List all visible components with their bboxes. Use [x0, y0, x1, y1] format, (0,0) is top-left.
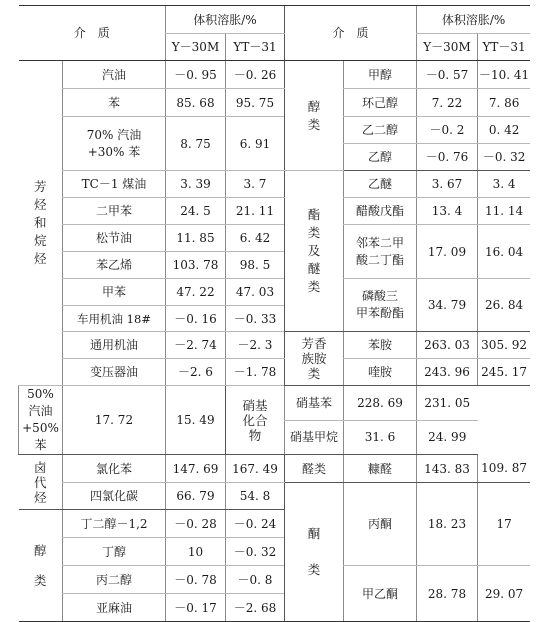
header-medium-right: 介 质	[285, 6, 417, 61]
medium-name: 丁二醇－1,2	[63, 510, 166, 538]
value-y30m: －0. 2	[417, 117, 478, 144]
value-yt31: 3. 4	[478, 171, 531, 198]
value-yt31: 15. 49	[166, 386, 226, 455]
medium-name: 硝基甲烷	[285, 420, 344, 455]
group-label-aromatics: 芳 烃 和 烷 烃	[19, 61, 63, 386]
medium-name: 环己醇	[344, 89, 417, 117]
value-yt31: 245. 17	[478, 359, 531, 386]
value-y30m: 228. 69	[344, 386, 417, 421]
value-yt31: 17	[478, 483, 531, 566]
value-y30m: －0. 95	[166, 61, 226, 89]
value-yt31: －1. 78	[226, 359, 285, 386]
medium-name: 甲醇	[344, 61, 417, 89]
medium-name: 硝基苯	[285, 386, 344, 421]
medium-name: 甲苯	[63, 279, 166, 306]
medium-name: 喹胺	[344, 359, 417, 386]
value-yt31: 231. 05	[417, 386, 478, 421]
value-yt31: －0. 8	[226, 566, 285, 594]
group-label-alcohols-right: 醇 类	[285, 61, 344, 171]
value-yt31: 109. 87	[478, 455, 531, 483]
group-label-ketones: 酮 类	[285, 483, 344, 622]
value-y30m: －0. 17	[166, 594, 226, 622]
value-y30m: －0. 16	[166, 306, 226, 332]
medium-name: 丙酮	[344, 483, 417, 566]
value-y30m: 8. 75	[166, 117, 226, 171]
header-col-b-left: YT－31	[226, 34, 285, 61]
medium-name: 苯乙烯	[63, 252, 166, 279]
medium-name: 车用机油 18#	[63, 306, 166, 332]
value-yt31: －2. 3	[226, 332, 285, 359]
value-y30m: 147. 69	[166, 455, 226, 483]
value-yt31: 6. 91	[226, 117, 285, 171]
value-yt31: －0. 33	[226, 306, 285, 332]
value-y30m: 28. 78	[417, 566, 478, 622]
value-y30m: 7. 22	[417, 89, 478, 117]
value-yt31: 95. 75	[226, 89, 285, 117]
value-y30m: 3. 67	[417, 171, 478, 198]
value-y30m: 34. 79	[417, 279, 478, 332]
value-y30m: 243. 96	[417, 359, 478, 386]
value-yt31: 16. 04	[478, 225, 531, 279]
value-y30m: －2. 74	[166, 332, 226, 359]
value-yt31: 305. 92	[478, 332, 531, 359]
value-yt31: －0. 24	[226, 510, 285, 538]
value-y30m: 47. 22	[166, 279, 226, 306]
medium-name: 通用机油	[63, 332, 166, 359]
value-y30m: －2. 6	[166, 359, 226, 386]
medium-name: 50% 汽油 +50% 苯	[19, 386, 63, 455]
medium-name: 乙醚	[344, 171, 417, 198]
header-col-b-right: YT－31	[478, 34, 531, 61]
value-y30m: 143. 83	[417, 455, 478, 483]
value-yt31: 7. 86	[478, 89, 531, 117]
value-yt31: 24. 99	[417, 420, 478, 455]
value-yt31: －0. 32	[478, 144, 531, 171]
value-yt31: 98. 5	[226, 252, 285, 279]
medium-name: 苯胺	[344, 332, 417, 359]
value-y30m: 66. 79	[166, 483, 226, 510]
medium-name: 乙醇	[344, 144, 417, 171]
medium-name: 糠醛	[344, 455, 417, 483]
header-swell-right: 体积溶胀/%	[417, 6, 531, 34]
medium-name: 四氯化碳	[63, 483, 166, 510]
value-yt31: 29. 07	[478, 566, 531, 622]
value-y30m: 24. 5	[166, 198, 226, 225]
value-y30m: 103. 78	[166, 252, 226, 279]
medium-name: 丙二醇	[63, 566, 166, 594]
medium-name: 丁醇	[63, 538, 166, 566]
value-y30m: 17. 09	[417, 225, 478, 279]
value-y30m: －0. 57	[417, 61, 478, 89]
medium-name: 醋酸戊酯	[344, 198, 417, 225]
header-col-a-right: Y－30M	[417, 34, 478, 61]
value-yt31: 26. 84	[478, 279, 531, 332]
group-label-nitro: 硝基 化合 物	[226, 386, 285, 455]
group-label-alcohols-left: 醇 类	[19, 510, 63, 622]
value-yt31: －0. 26	[226, 61, 285, 89]
value-yt31: 6. 42	[226, 225, 285, 252]
group-label-esters-ethers: 酯 类 及 醚 类	[285, 171, 344, 332]
value-y30m: 263. 03	[417, 332, 478, 359]
medium-name: 松节油	[63, 225, 166, 252]
header-medium-left: 介 质	[19, 6, 166, 61]
value-y30m: －0. 76	[417, 144, 478, 171]
value-yt31: －0. 32	[226, 538, 285, 566]
medium-name: TC－1 煤油	[63, 171, 166, 198]
swelling-table-wrapper	[18, 5, 530, 622]
value-yt31: －2. 68	[226, 594, 285, 622]
value-y30m: 10	[166, 538, 226, 566]
value-yt31: 0. 42	[478, 117, 531, 144]
medium-name: 氯化苯	[63, 455, 166, 483]
value-yt31: 54. 8	[226, 483, 285, 510]
value-y30m: 13. 4	[417, 198, 478, 225]
value-y30m: 18. 23	[417, 483, 478, 566]
value-yt31: 167. 49	[226, 455, 285, 483]
value-yt31: 3. 7	[226, 171, 285, 198]
value-yt31: －10. 41	[478, 61, 531, 89]
value-y30m: －0. 78	[166, 566, 226, 594]
value-y30m: －0. 28	[166, 510, 226, 538]
group-label-aromatic-amines: 芳香 族胺 类	[285, 332, 344, 386]
value-y30m: 17. 72	[63, 386, 166, 455]
header-swell-left: 体积溶胀/%	[166, 6, 285, 34]
value-y30m: 3. 39	[166, 171, 226, 198]
medium-name: 变压器油	[63, 359, 166, 386]
value-yt31: 21. 11	[226, 198, 285, 225]
group-label-aldehydes: 醛类	[285, 455, 344, 483]
value-yt31: 11. 14	[478, 198, 531, 225]
group-label-halides: 卤 代 烃	[19, 455, 63, 510]
medium-name: 亚麻油	[63, 594, 166, 622]
medium-name: 甲乙酮	[344, 566, 417, 622]
value-yt31: 47. 03	[226, 279, 285, 306]
value-y30m: 11. 85	[166, 225, 226, 252]
medium-name: 邻苯二甲 酸二丁酯	[344, 225, 417, 279]
medium-name: 乙二醇	[344, 117, 417, 144]
value-y30m: 85. 68	[166, 89, 226, 117]
medium-name: 苯	[63, 89, 166, 117]
medium-name: 二甲苯	[63, 198, 166, 225]
medium-name: 70% 汽油 +30% 苯	[63, 117, 166, 171]
swelling-table	[18, 5, 530, 622]
value-y30m: 31. 6	[344, 420, 417, 455]
header-col-a-left: Y－30M	[166, 34, 226, 61]
medium-name: 磷酸三 甲苯酚酯	[344, 279, 417, 332]
medium-name: 汽油	[63, 61, 166, 89]
